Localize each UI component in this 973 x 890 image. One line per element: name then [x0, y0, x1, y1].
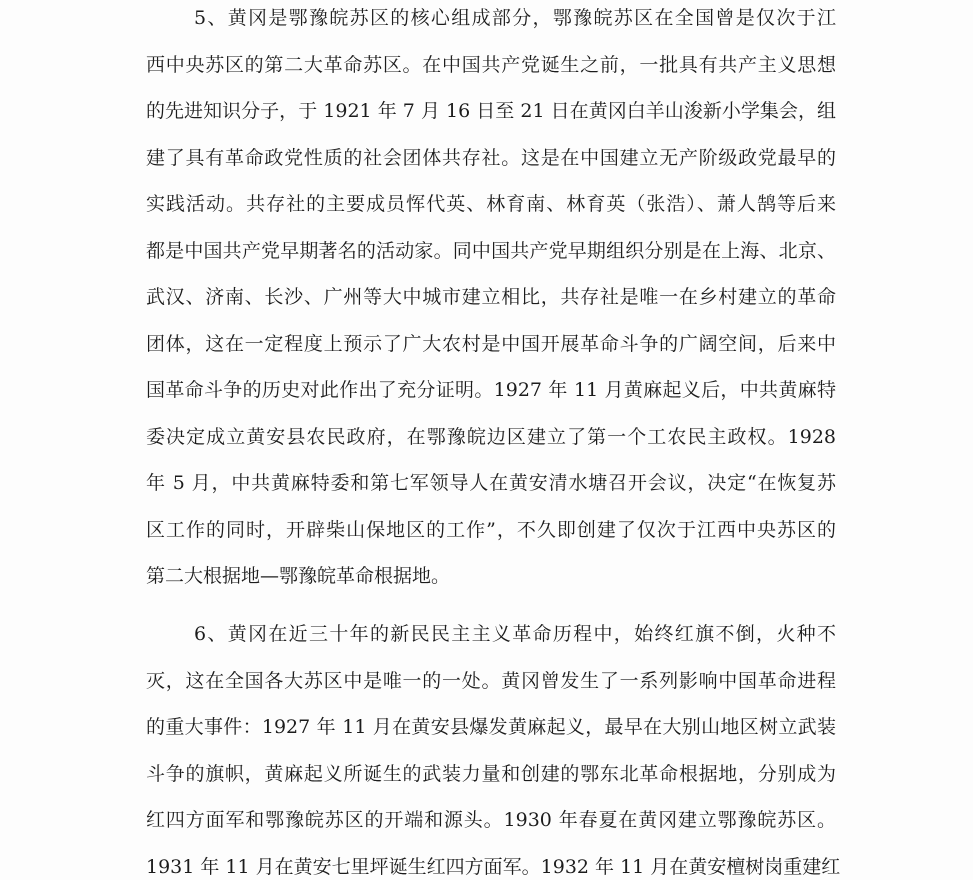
paragraph-6: [146, 611, 836, 890]
text-line: 西中央苏区的第二大革命苏区。在中国共产党诞生之前，一批具有共产主义思想: [146, 42, 836, 89]
text-line: 建了具有革命政党性质的社会团体共存社。这是在中国建立无产阶级政党最早的: [146, 135, 836, 182]
text-line: 的重大事件：1927 年 11 月在黄安县爆发黄麻起义，最早在大别山地区树立武装: [146, 704, 836, 751]
text-line: 武汉、济南、长沙、广州等大中城市建立相比，共存社是唯一在乡村建立的革命: [146, 274, 836, 321]
text-line: 斗争的旗帜，黄麻起义所诞生的武装力量和创建的鄂东北革命根据地，分别成为: [146, 751, 836, 798]
text-line: 灭，这在全国各大苏区中是唯一的一处。黄冈曾发生了一系列影响中国革命进程: [146, 658, 836, 705]
text-line: 红四方面军和鄂豫皖苏区的开端和源头。1930 年春夏在黄冈建立鄂豫皖苏区。: [146, 797, 836, 844]
text-line: 的先进知识分子，于 1921 年 7 月 16 日至 21 日在黄冈白羊山浚新小学集会，组: [146, 88, 836, 135]
text-line: 实践活动。共存社的主要成员恽代英、林育南、林育英（张浩）、萧人鹄等后来: [146, 181, 836, 228]
text-line: 年 5 月，中共黄麻特委和第七军领导人在黄安清水塘召开会议，决定“在恢复苏: [146, 460, 836, 507]
text-line: 委决定成立黄安县农民政府，在鄂豫皖边区建立了第一个工农民主政权。1928: [146, 414, 836, 461]
text-line: 团体，这在一定程度上预示了广大农村是中国开展革命斗争的广阔空间，后来中: [146, 321, 836, 368]
text-line: 1931 年 11 月在黄安七里坪诞生红四方面军。1932 年 11 月在黄安檀树岗重建红: [146, 844, 836, 890]
text-line: 6、黄冈在近三十年的新民民主主义革命历程中，始终红旗不倒，火种不: [146, 611, 836, 658]
text-line: 区工作的同时，开辟柴山保地区的工作”，不久即创建了仅次于江西中央苏区的: [146, 507, 836, 554]
text-line: 都是中国共产党早期著名的活动家。同中国共产党早期组织分别是在上海、北京、: [146, 228, 836, 275]
text-line: 国革命斗争的历史对此作出了充分证明。1927 年 11 月黄麻起义后，中共黄麻特: [146, 367, 836, 414]
paragraph-5: [146, 0, 836, 600]
text-line: 5、黄冈是鄂豫皖苏区的核心组成部分，鄂豫皖苏区在全国曾是仅次于江: [146, 0, 836, 42]
text-line: 第二大根据地—鄂豫皖革命根据地。: [146, 553, 836, 600]
